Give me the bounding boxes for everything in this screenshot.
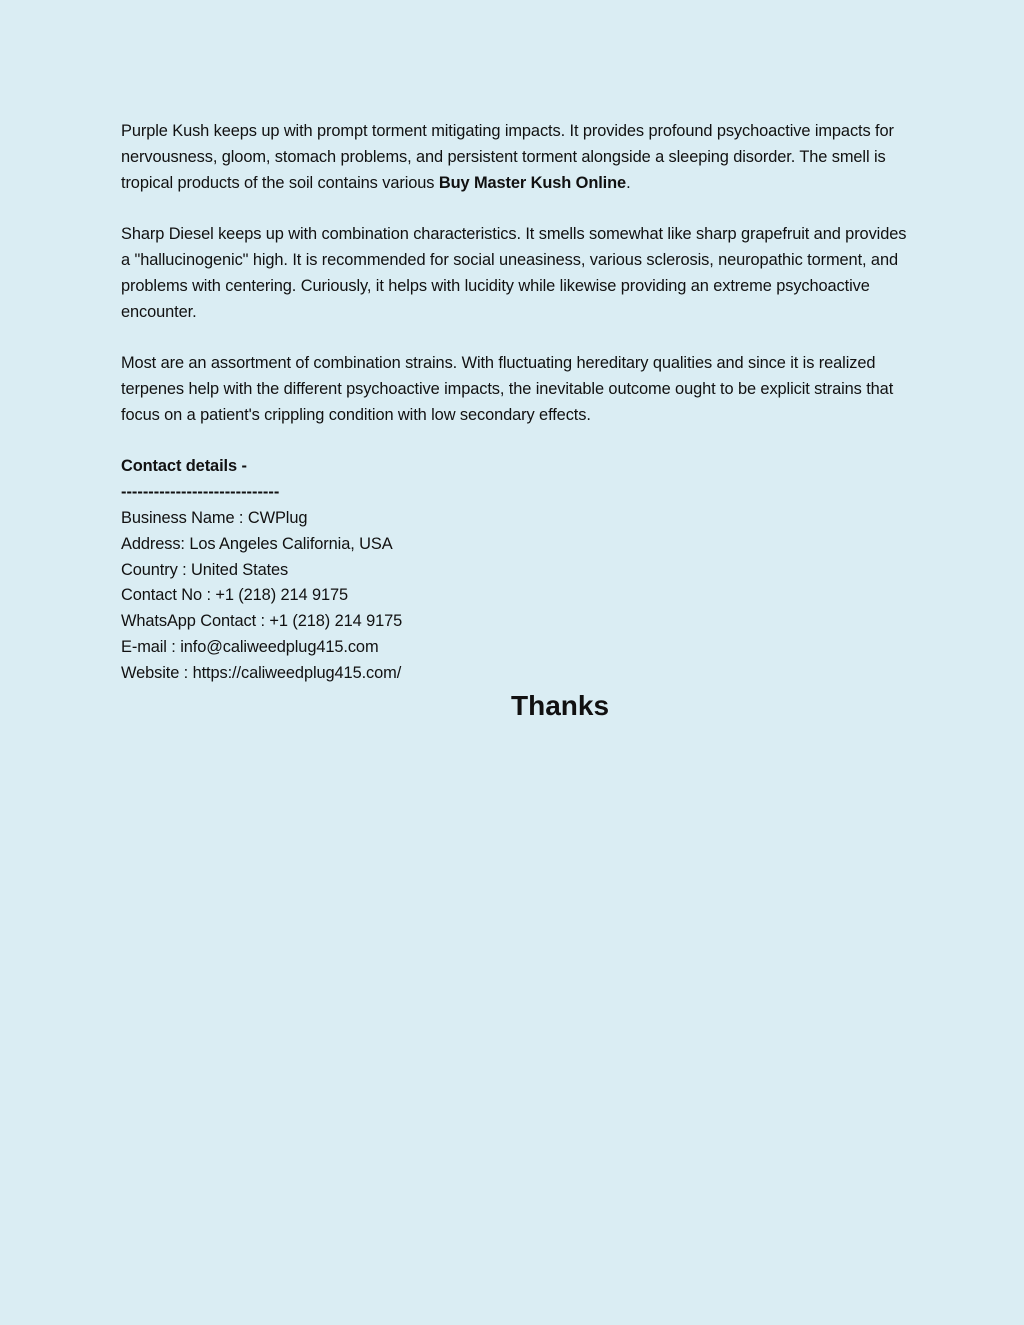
contact-email[interactable]: E-mail : info@caliweedplug415.com bbox=[121, 637, 379, 656]
closing-thanks: Thanks bbox=[510, 690, 610, 721]
contact-address: Address: Los Angeles California, USA bbox=[121, 534, 393, 553]
document-body bbox=[121, 119, 911, 687]
paragraph-purple-kush-tail: . bbox=[626, 173, 631, 192]
buy-master-kush-link[interactable]: Buy Master Kush Online bbox=[438, 173, 627, 192]
contact-phone: Contact No : +1 (218) 214 9175 bbox=[121, 586, 349, 605]
paragraph-combination-strains: Most are an assortment of combination strains. With fluctuating hereditary qualities and since it is realized terpenes help with the different psychoactive impacts, the inevitable outcome ought to be explicit strains that focus on a patient's crippling condition with low secondary effects. bbox=[121, 354, 894, 424]
contact-website[interactable]: Website : https://caliweedplug415.com/ bbox=[121, 663, 402, 682]
contact-country: Country : United States bbox=[121, 560, 289, 579]
contact-divider: ----------------------------- bbox=[121, 483, 280, 502]
paragraph-purple-kush bbox=[121, 119, 911, 196]
contact-business-name: Business Name : CWPlug bbox=[121, 508, 308, 527]
paragraph-purple-kush-text: Purple Kush keeps up with prompt torment mitigating impacts. It provides profound psychoactive impacts for nervousness, gloom, stomach problems, and persistent torment alongside a sleeping disorder. The smell is tropical products of the soil contains various bbox=[121, 122, 894, 192]
contact-section bbox=[121, 454, 911, 686]
paragraph-sharp-diesel: Sharp Diesel keeps up with combination characteristics. It smells somewhat like sharp grapefruit and provides a "hallucinogenic" high. It is recommended for social uneasiness, various sclerosis, neuropathic torment, and problems with centering. Curiously, it helps with lucidity while likewise providing an extreme psychoactive encounter. bbox=[121, 225, 907, 321]
contact-whatsapp: WhatsApp Contact : +1 (218) 214 9175 bbox=[121, 612, 403, 631]
contact-heading: Contact details - bbox=[121, 457, 247, 476]
